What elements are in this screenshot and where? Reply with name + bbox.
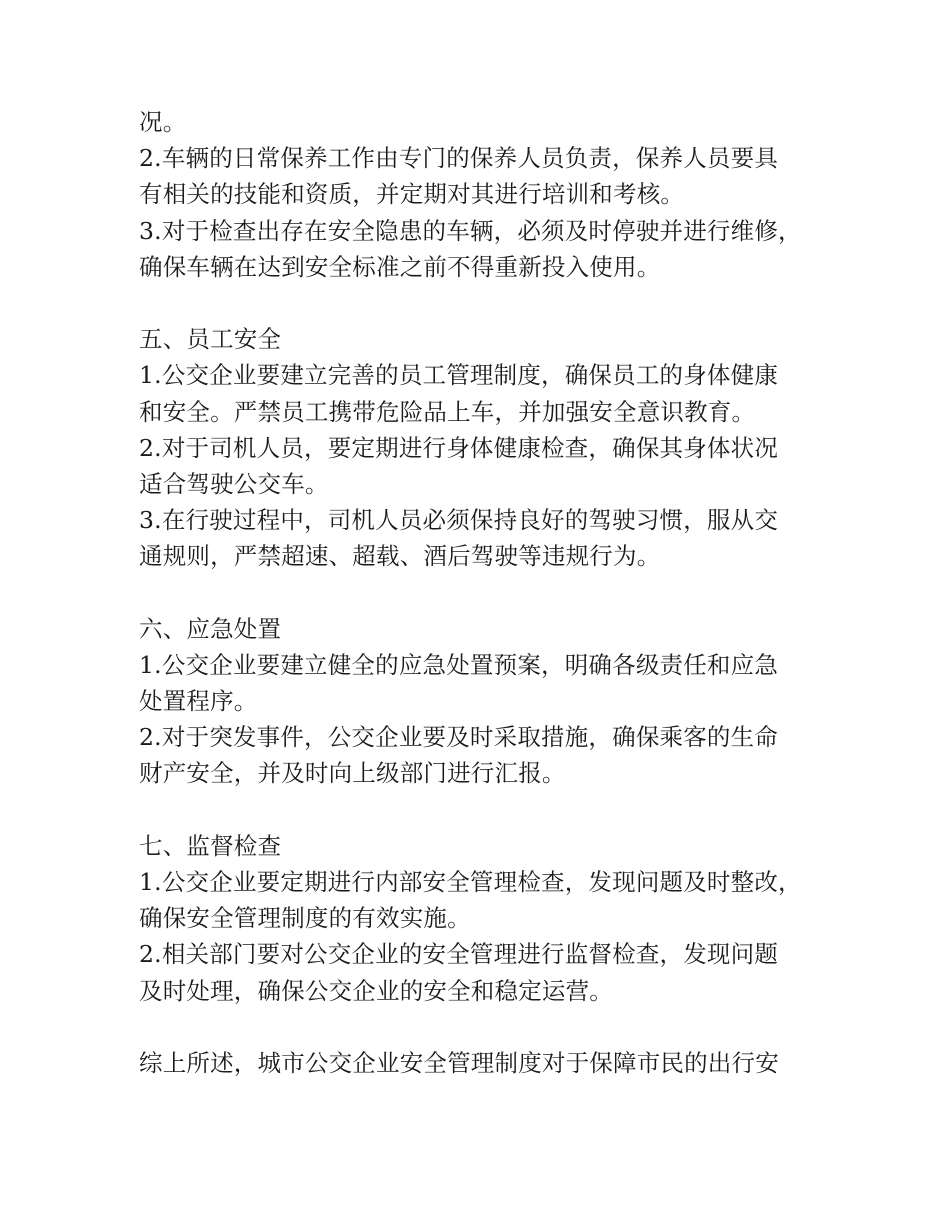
paragraph-line: 通规则，严禁超速、超载、酒后驾驶等违规行为。: [139, 542, 661, 571]
paragraph-line: 1.公交企业要建立健全的应急处置预案，明确各级责任和应急: [139, 650, 779, 679]
section-heading: 六、应急处置: [139, 614, 282, 643]
document-body: [139, 104, 829, 1081]
paragraph-line: 1.公交企业要建立完善的员工管理制度，确保员工的身体健康: [139, 361, 779, 390]
paragraph-line: 3.对于检查出存在安全隐患的车辆，必须及时停驶并进行维修，: [139, 216, 802, 245]
paragraph-line: 2.对于突发事件，公交企业要及时采取措施，确保乘客的生命: [139, 723, 779, 752]
paragraph-gap: [139, 285, 829, 321]
paragraph-gap: [139, 792, 829, 828]
paragraph-line: 2.相关部门要对公交企业的安全管理进行监督检查，发现问题: [139, 940, 779, 969]
paragraph-line: 1.公交企业要定期进行内部安全管理检查，发现问题及时整改，: [139, 867, 802, 896]
section-heading: 七、监督检查: [139, 831, 282, 860]
paragraph-line: 综上所述，城市公交企业安全管理制度对于保障市民的出行安: [139, 1048, 779, 1077]
section-heading: 五、员工安全: [139, 325, 282, 354]
paragraph-line: 确保车辆在达到安全标准之前不得重新投入使用。: [139, 252, 661, 281]
paragraph-line: 处置程序。: [139, 687, 258, 715]
paragraph-line: 财产安全，并及时向上级部门进行汇报。: [139, 759, 566, 788]
paragraph-gap: [139, 574, 829, 610]
paragraph-line: 3.在行驶过程中，司机人员必须保持良好的驾驶习惯，服从交: [139, 506, 779, 535]
paragraph-line: 有相关的技能和资质，并定期对其进行培训和考核。: [139, 180, 685, 209]
paragraph-line: 确保安全管理制度的有效实施。: [139, 904, 471, 933]
paragraph-line: 2.对于司机人员，要定期进行身体健康检查，确保其身体状况: [139, 433, 779, 462]
paragraph-line: 2.车辆的日常保养工作由专门的保养人员负责，保养人员要具: [139, 144, 779, 173]
paragraph-line: 适合驾驶公交车。: [139, 469, 329, 498]
paragraph-gap: [139, 1009, 829, 1045]
paragraph-line: 况。: [139, 108, 187, 136]
paragraph-line: 及时处理，确保公交企业的安全和稳定运营。: [139, 976, 613, 1005]
paragraph-line: 和安全。严禁员工携带危险品上车，并加强安全意识教育。: [139, 397, 756, 426]
